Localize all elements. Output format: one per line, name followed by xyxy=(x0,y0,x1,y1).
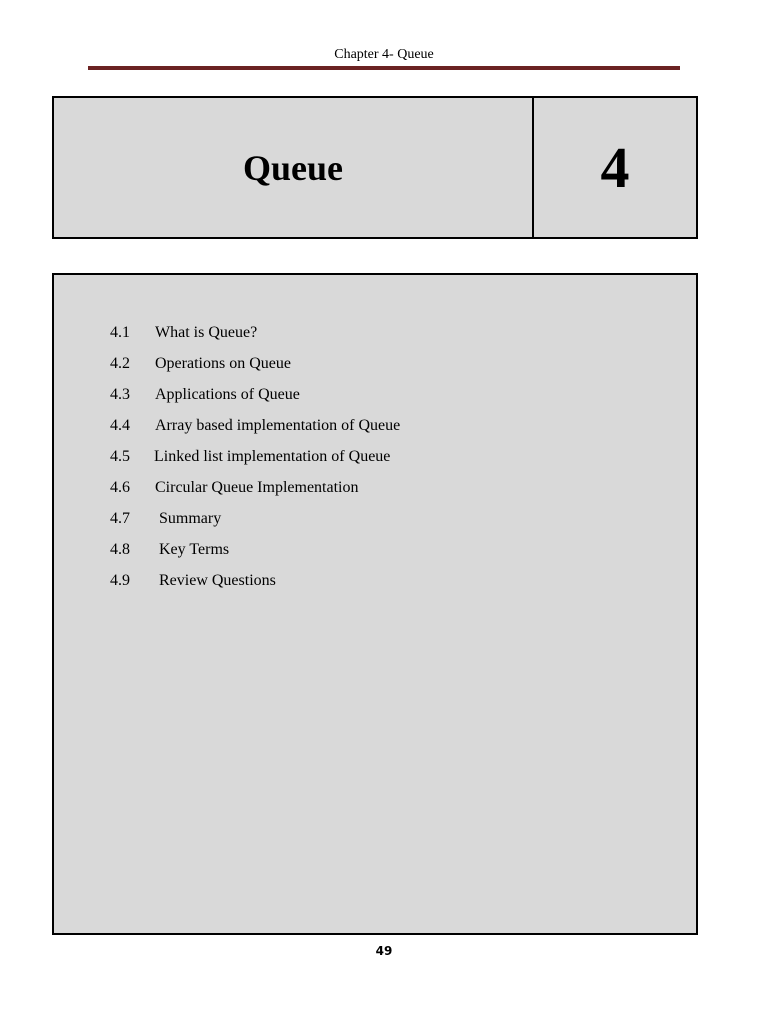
toc-item-label: Applications of Queue xyxy=(155,385,300,403)
toc-item-number: 4.5 xyxy=(110,447,130,465)
toc-item-label: Review Questions xyxy=(159,571,276,589)
toc-item xyxy=(110,410,400,441)
toc-item-label: Summary xyxy=(159,509,222,527)
toc-item xyxy=(110,379,400,410)
toc-item-number: 4.1 xyxy=(110,323,130,341)
chapter-title-box xyxy=(52,96,698,239)
toc-item-number: 4.2 xyxy=(110,354,130,372)
chapter-title: Queue xyxy=(242,147,343,188)
running-header: Chapter 4- Queue xyxy=(334,47,434,62)
toc-item xyxy=(110,348,400,379)
toc-item xyxy=(110,565,400,596)
toc-item xyxy=(110,472,400,503)
toc-item-number: 4.7 xyxy=(110,509,130,527)
table-of-contents xyxy=(110,317,400,596)
page-number: 49 xyxy=(375,944,393,958)
header-rule xyxy=(88,66,680,70)
toc-item xyxy=(110,503,400,534)
toc-item-number: 4.8 xyxy=(110,540,130,558)
toc-item-label: Operations on Queue xyxy=(155,354,291,372)
toc-item-number: 4.6 xyxy=(110,478,130,496)
toc-item-label: Key Terms xyxy=(159,540,230,558)
toc-item-number: 4.3 xyxy=(110,385,130,403)
toc-item-label: Circular Queue Implementation xyxy=(155,478,359,496)
toc-item xyxy=(110,317,400,348)
chapter-number-cell xyxy=(534,98,696,237)
toc-item-label: Linked list implementation of Queue xyxy=(154,447,391,465)
toc-item xyxy=(110,534,400,565)
toc-item xyxy=(110,441,400,472)
chapter-number: 4 xyxy=(600,135,630,200)
toc-item-number: 4.4 xyxy=(110,416,130,434)
chapter-contents-box xyxy=(52,273,698,935)
toc-item-label: What is Queue? xyxy=(155,323,258,341)
chapter-title-cell xyxy=(54,98,534,237)
toc-item-number: 4.9 xyxy=(110,571,130,589)
toc-item-label: Array based implementation of Queue xyxy=(155,416,401,434)
